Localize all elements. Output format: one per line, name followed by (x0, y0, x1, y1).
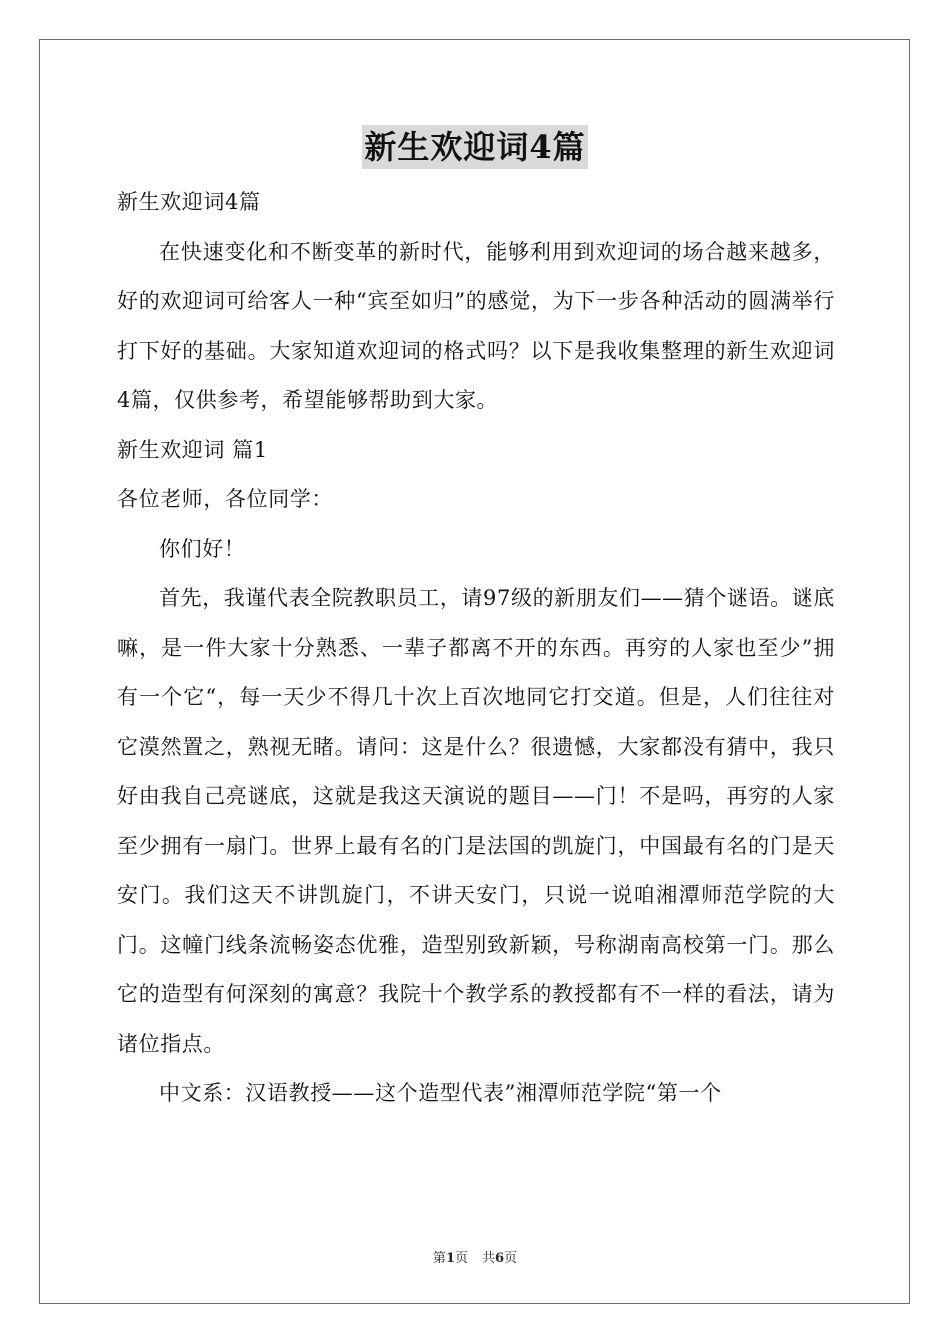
document-title: 新生欢迎词4篇 (362, 125, 587, 169)
greeting: 你们好！ (159, 536, 246, 561)
total-prefix: 共 (482, 1251, 496, 1266)
body-paragraph: 首先，我谨代表全院教职员工，请97级的新朋友们——猜个谜语。谜底嘛，是一件大家十分熟悉、一辈子都离不开的东西。再穷的人家也至少”拥有一个它“，每一天少不得几十次上百次地同它打交道。但是，人们往往对它漠然置之，熟视无睹。请问：这是什么？很遗憾，大家都没有猜中，我只好由我自己亮谜底，这就是我这天演说的题目——门！不是吗，再穷的人家至少拥有一扇门。世界上最有名的门是法国的凯旋门，中国最有名的门是天安门。我们这天不讲凯旋门，不讲天安门，只说一说咱湘潭师范学院的大门。这幢门线条流畅姿态优雅，造型别致新颖，号称湖南高校第一门。那么它的造型有何深刻的寓意？我院十个教学系的教授都有不一样的看法，请为诸位指点。 (117, 586, 835, 1056)
page-footer (0, 1247, 950, 1266)
page-suffix: 页 (454, 1251, 468, 1266)
page-total: 6 (495, 1251, 505, 1266)
subtitle-line: 新生欢迎词4篇 (117, 190, 261, 214)
section-heading: 新生欢迎词 篇1 (117, 437, 268, 462)
page-current: 1 (445, 1251, 455, 1266)
intro-paragraph: 在快速变化和不断变革的新时代，能够利用到欢迎词的场合越来越多，好的欢迎词可给客人一种“宾至如归”的感觉，为下一步各种活动的圆满举行打下好的基础。大家知道欢迎词的格式吗？以下是我收集整理的新生欢迎词4篇，仅供参考，希望能够帮助到大家。 (117, 239, 835, 412)
body-paragraph-continued: 中文系：汉语教授——这个造型代表”湘潭师范学院“第一个 (159, 1081, 722, 1105)
total-suffix: 页 (504, 1251, 518, 1266)
title-container (0, 125, 950, 169)
page-prefix: 第 (432, 1251, 446, 1266)
document-body (117, 178, 835, 1119)
salutation: 各位老师，各位同学： (117, 487, 333, 511)
